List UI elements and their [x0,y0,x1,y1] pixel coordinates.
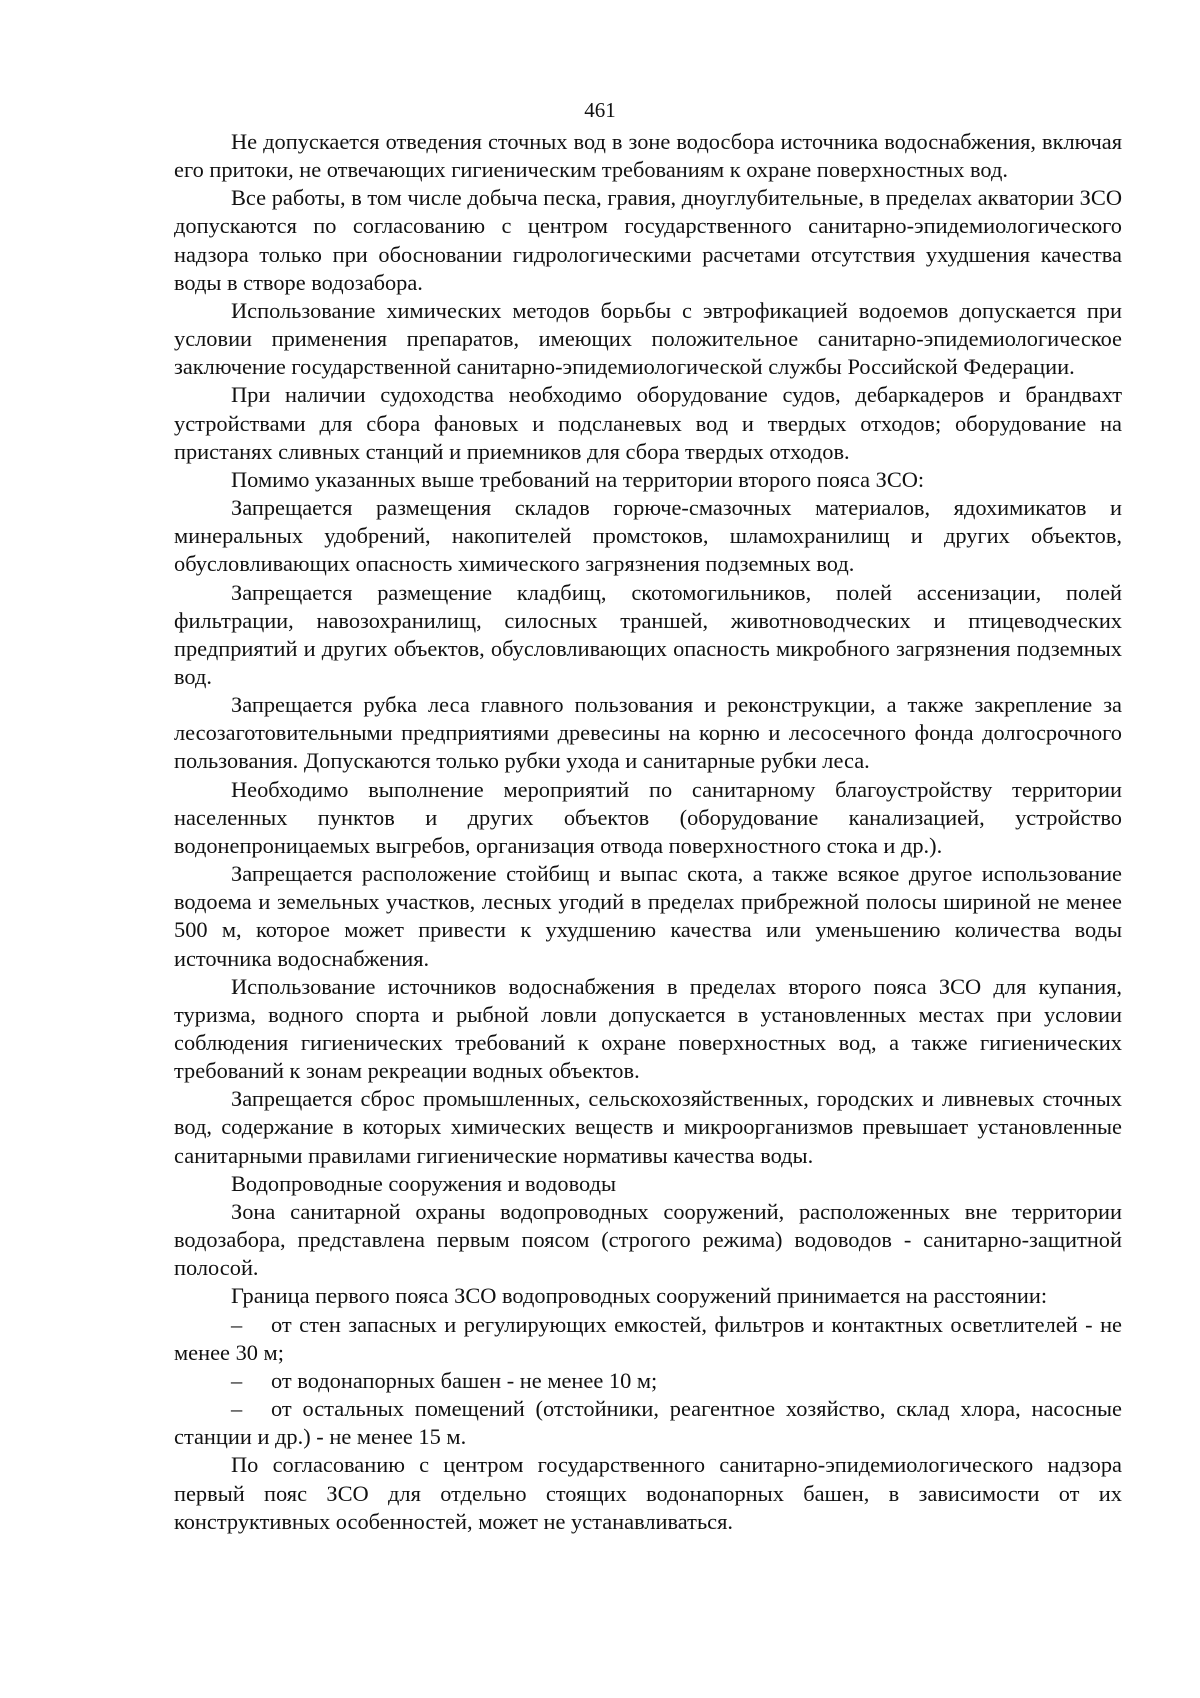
paragraph: Запрещается рубка леса главного пользования и реконструкции, а также закрепление за лесозаготовительными предприятиями древесины на корню и лесосечного фонда долгосрочного пользования. Допускаются только рубки ухода и санитарные рубки леса. [174,692,1122,774]
paragraph: Использование источников водоснабжения в пределах второго пояса ЗСО для купания, туризма, водного спорта и рыбной ловли допускается в установленных местах при условии соблюдения гигиенических требований к охране поверхностных вод, а также гигиенических требований к зонам рекреации водных объектов. [174,973,1122,1084]
section-heading: Водопроводные сооружения и водоводы [231,1170,617,1196]
paragraph: Необходимо выполнение мероприятий по санитарному благоустройству территории населенных пунктов и других объектов (оборудование канализацией, устройство водонепроницаемых выгребов, организация отвода поверхностного стока и др.). [174,776,1122,858]
list-dash: – [231,1367,243,1393]
list-item [174,1367,1122,1395]
document-body [174,128,1122,1536]
list-item-text: от водонапорных башен - не менее 10 м; [271,1367,658,1393]
paragraph: Все работы, в том числе добыча песка, гравия, дноуглубительные, в пределах акватории ЗСО допускаются по согласованию с центром государственного санитарно-эпидемиологического надзора только при обосновании гидрологическими расчетами отсутствия ухудшения качества воды в створе водозабора. [174,185,1122,295]
list-dash: – [231,1311,243,1337]
paragraph: Запрещается размещение кладбищ, скотомогильников, полей ассенизации, полей фильтрации, навозохранилищ, силосных траншей, животноводческих и птицеводческих предприятий и других объектов, обусловливающих опасность микробного загрязнения подземных вод. [174,579,1122,689]
paragraph: Запрещается размещения складов горюче-смазочных материалов, ядохимикатов и минеральных удобрений, накопителей промстоков, шламохранилищ и других объектов, обусловливающих опасность химического загрязнения подземных вод. [174,495,1122,577]
list-item-text: от остальных помещений (отстойники, реагентное хозяйство, склад хлора, насосные станции и др.) - не менее 15 м. [174,1396,1122,1450]
paragraph: Граница первого пояса ЗСО водопроводных сооружений принимается на расстоянии: [231,1283,1048,1309]
list-item [174,1395,1122,1451]
paragraph: Зона санитарной охраны водопроводных сооружений, расположенных вне территории водозабора, представлена первым поясом (строгого режима) водоводов - санитарно-защитной полосой. [174,1198,1122,1281]
paragraph: По согласованию с центром государственного санитарно-эпидемиологического надзора первый пояс ЗСО для отдельно стоящих водонапорных башен, в зависимости от их конструктивных особенностей, может не устанавливаться. [174,1452,1122,1534]
paragraph: Запрещается расположение стойбищ и выпас скота, а также всякое другое использование водоема и земельных участков, лесных угодий в пределах прибрежной полосы шириной не менее 500 м, которое может привести к ухудшению качества или уменьшению количества воды источника водоснабжения. [174,861,1122,971]
paragraph: Использование химических методов борьбы с эвтрофикацией водоемов допускается при условии применения препаратов, имеющих положительное санитарно-эпидемиологическое заключение государственной санитарно-эпидемиологической службы Российской Федерации. [174,297,1122,380]
paragraph: Помимо указанных выше требований на территории второго пояса ЗСО: [231,466,925,492]
page-number: 461 [584,98,616,122]
list-item [174,1311,1122,1367]
paragraph: Не допускается отведения сточных вод в зоне водосбора источника водоснабжения, включая его притоки, не отвечающих гигиеническим требованиям к охране поверхностных вод. [174,129,1122,183]
list-item-text: от стен запасных и регулирующих емкостей, фильтров и контактных осветлителей - не менее 30 м; [174,1311,1122,1365]
list-dash: – [231,1396,243,1422]
paragraph: Запрещается сброс промышленных, сельскохозяйственных, городских и ливневых сточных вод, содержание в которых химических веществ и микроорганизмов превышает установленные санитарными правилами гигиенические нормативы качества воды. [174,1086,1122,1168]
paragraph: При наличии судоходства необходимо оборудование судов, дебаркадеров и брандвахт устройствами для сбора фановых и подсланевых вод и твердых отходов; оборудование на пристанях сливных станций и приемников для сбора твердых отходов. [174,382,1122,464]
